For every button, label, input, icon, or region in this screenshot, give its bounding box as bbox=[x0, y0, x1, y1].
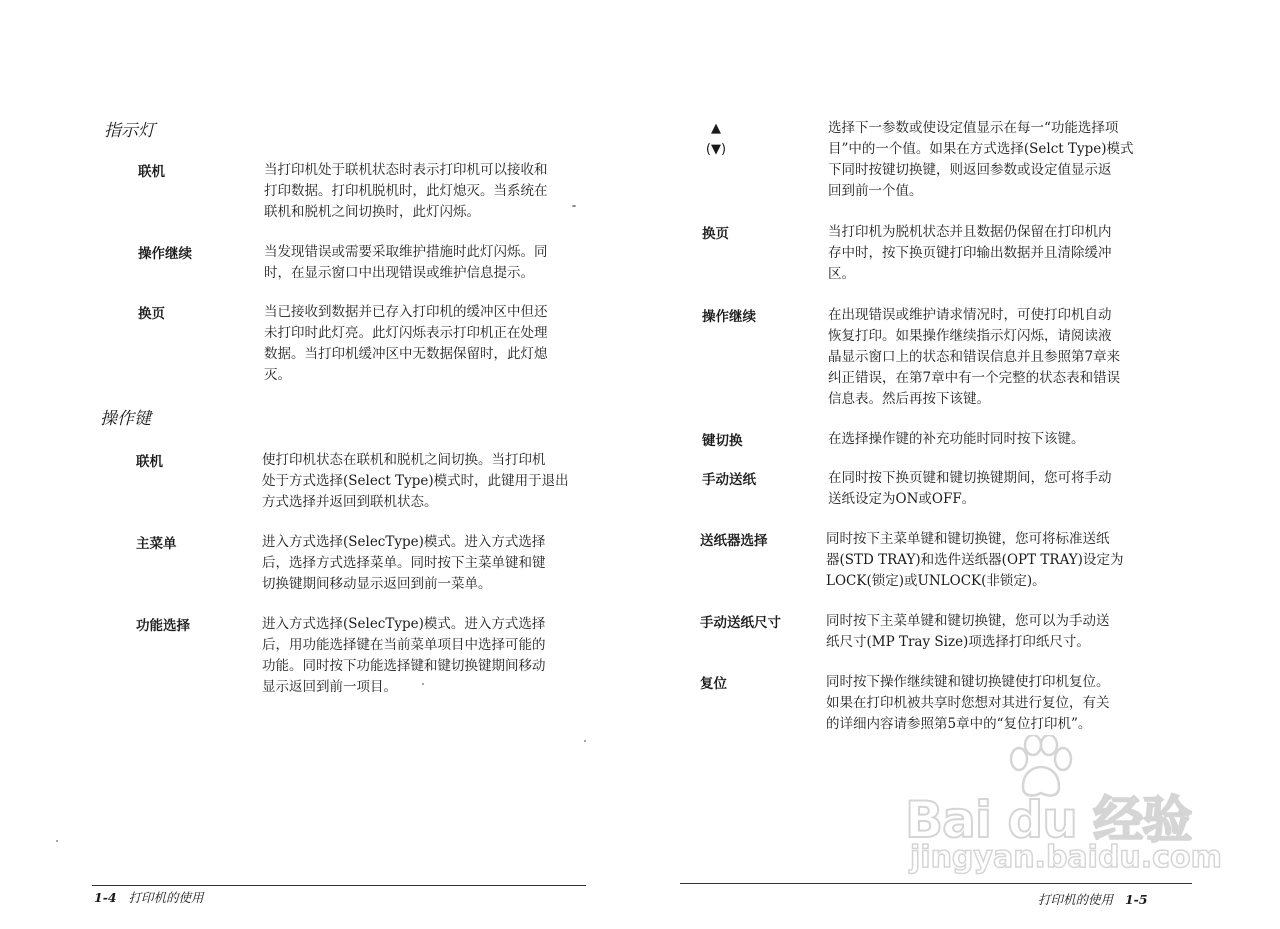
desc-line: 当已接收到数据并已存入打印机的缓冲区中但还 bbox=[264, 304, 548, 320]
key-term-formfeed: 换页 bbox=[702, 226, 729, 242]
desc-line: 灭。 bbox=[264, 367, 291, 383]
key-term-manual-feed-size: 手动送纸尺寸 bbox=[700, 615, 781, 631]
scan-speck bbox=[422, 683, 424, 685]
desc-line: 目”中的一个值。如果在方式选择(Selct Type)模式 bbox=[828, 141, 1134, 157]
desc-line: 如果在打印机被共享时您想对其进行复位，有关 bbox=[826, 695, 1110, 711]
desc-line: 同时按下主菜单键和键切换键，您可以为手动送 bbox=[826, 613, 1110, 629]
scan-speck bbox=[56, 840, 58, 842]
indicator-term-formfeed: 换页 bbox=[138, 306, 165, 322]
scan-speck bbox=[572, 205, 576, 207]
desc-line: 纠正错误，在第7章中有一个完整的状态表和错误 bbox=[828, 370, 1121, 386]
indicator-desc-online bbox=[264, 160, 548, 223]
desc-line: 同时按下主菜单键和键切换键，您可将标准送纸 bbox=[826, 531, 1110, 547]
desc-line: 信息表。然后再按下该键。 bbox=[828, 391, 990, 407]
right-chapter-title: 打印机的使用 bbox=[1038, 892, 1114, 907]
key-desc-reset bbox=[826, 672, 1110, 735]
desc-line: 同时按下操作继续键和键切换键使打印机复位。 bbox=[826, 674, 1110, 690]
key-desc-continue bbox=[828, 305, 1120, 410]
desc-line: 在选择操作键的补充功能时同时按下该键。 bbox=[828, 431, 1085, 447]
left-chapter-title: 打印机的使用 bbox=[128, 890, 204, 905]
desc-line: 时，在显示窗口中出现错误或维护信息提示。 bbox=[264, 265, 534, 281]
right-page-number: 1-5 bbox=[1124, 892, 1148, 907]
desc-line: 当打印机处于联机状态时表示打印机可以接收和 bbox=[264, 162, 548, 178]
key-desc-formfeed bbox=[828, 222, 1112, 285]
desc-line: 进入方式选择(SelecType)模式。进入方式选择 bbox=[262, 616, 546, 632]
left-footer bbox=[94, 888, 204, 906]
desc-line: 打印数据。打印机脱机时，此灯熄灭。当系统在 bbox=[264, 183, 548, 199]
desc-line: 进入方式选择(SelecType)模式。进入方式选择 bbox=[262, 534, 546, 550]
desc-line: 使打印机状态在联机和脱机之间切换。当打印机 bbox=[262, 452, 546, 468]
desc-line: 显示返回到前一项目。 bbox=[262, 679, 397, 695]
keys-section-title: 操作键 bbox=[100, 409, 151, 429]
indicator-term-online: 联机 bbox=[138, 164, 165, 180]
desc-line: 功能。同时按下功能选择键和键切换键期间移动 bbox=[262, 658, 546, 674]
desc-line: 存中时，按下换页键打印输出数据并且清除缓冲 bbox=[828, 245, 1112, 261]
desc-line: 区。 bbox=[828, 266, 855, 282]
baidu-jingyan-watermark bbox=[905, 735, 1222, 885]
desc-line: 数据。当打印机缓冲区中无数据保留时，此灯熄 bbox=[264, 346, 548, 362]
key-term-online: 联机 bbox=[136, 454, 163, 470]
desc-line: 处于方式选择(Select Type)模式时，此键用于退出 bbox=[262, 473, 569, 489]
desc-line: 回到前一个值。 bbox=[828, 183, 923, 199]
watermark-brand: Bai du 经验 bbox=[905, 791, 1192, 849]
key-term-continue: 操作继续 bbox=[702, 309, 756, 325]
key-term-tray-select: 送纸器选择 bbox=[700, 533, 768, 549]
desc-line: 下同时按键切换键，则返回参数或设定值显示返 bbox=[828, 162, 1112, 178]
desc-line: 在同时按下换页键和键切换键期间，您可将手动 bbox=[828, 470, 1112, 486]
key-desc-main-menu bbox=[262, 532, 546, 595]
desc-line: 后，用功能选择键在当前菜单项目中选择可能的 bbox=[262, 637, 546, 653]
watermark-url: jingyan.baidu.com bbox=[910, 840, 1222, 875]
desc-line: 送纸设定为ON或OFF。 bbox=[828, 491, 976, 507]
desc-line: 的详细内容请参照第5章中的“复位打印机”。 bbox=[826, 716, 1092, 732]
indicator-desc-continue bbox=[264, 242, 548, 284]
key-term-function-select: 功能选择 bbox=[136, 618, 190, 634]
key-term-reset: 复位 bbox=[700, 676, 727, 692]
indicator-desc-formfeed bbox=[264, 302, 548, 386]
key-term-shift: 键切换 bbox=[702, 433, 743, 449]
indicator-term-continue: 操作继续 bbox=[138, 246, 192, 262]
key-desc-function-select bbox=[262, 614, 546, 698]
key-desc-shift bbox=[828, 429, 1085, 450]
desc-line: 方式选择并返回到联机状态。 bbox=[262, 494, 438, 510]
key-desc-tray-select bbox=[826, 529, 1123, 592]
desc-line: 晶显示窗口上的状态和错误信息并且参照第7章来 bbox=[828, 349, 1121, 365]
right-footer bbox=[1038, 890, 1148, 908]
down-arrow-icon: (▼) bbox=[705, 142, 727, 157]
indicator-section-title: 指示灯 bbox=[104, 121, 155, 141]
key-term-main-menu: 主菜单 bbox=[136, 536, 177, 552]
left-footer-rule bbox=[92, 885, 586, 886]
desc-line: 器(STD TRAY)和选件送纸器(OPT TRAY)设定为 bbox=[826, 552, 1124, 568]
desc-line: 当打印机为脱机状态并且数据仍保留在打印机内 bbox=[828, 224, 1112, 240]
desc-line: 在出现错误或维护请求情况时，可使打印机自动 bbox=[828, 307, 1112, 323]
desc-line: 切换键期间移动显示返回到前一菜单。 bbox=[262, 576, 492, 592]
arrow-key-symbols bbox=[702, 118, 730, 160]
scan-speck bbox=[584, 740, 586, 742]
desc-line: 选择下一参数或使设定值显示在每一“功能选择项 bbox=[828, 120, 1119, 136]
desc-line: 未打印时此灯亮。此灯闪烁表示打印机正在处理 bbox=[264, 325, 548, 341]
key-term-manual-feed: 手动送纸 bbox=[702, 472, 756, 488]
key-desc-online bbox=[262, 450, 569, 513]
desc-line: 恢复打印。如果操作继续指示灯闪烁，请阅读液 bbox=[828, 328, 1112, 344]
desc-line: 后，选择方式选择菜单。同时按下主菜单键和键 bbox=[262, 555, 546, 571]
desc-line: LOCK(锁定)或UNLOCK(非锁定)。 bbox=[826, 573, 1046, 589]
desc-line: 联机和脱机之间切换时，此灯闪烁。 bbox=[264, 204, 480, 220]
arrow-key-desc bbox=[828, 118, 1134, 202]
key-desc-manual-feed bbox=[828, 468, 1112, 510]
up-arrow-icon: ▲ bbox=[711, 121, 721, 136]
left-page-number: 1-4 bbox=[94, 890, 117, 905]
desc-line: 纸尺寸(MP Tray Size)项选择打印纸尺寸。 bbox=[826, 634, 1090, 650]
key-desc-manual-feed-size bbox=[826, 611, 1110, 653]
desc-line: 当发现错误或需要采取维护措施时此灯闪烁。同 bbox=[264, 244, 548, 260]
